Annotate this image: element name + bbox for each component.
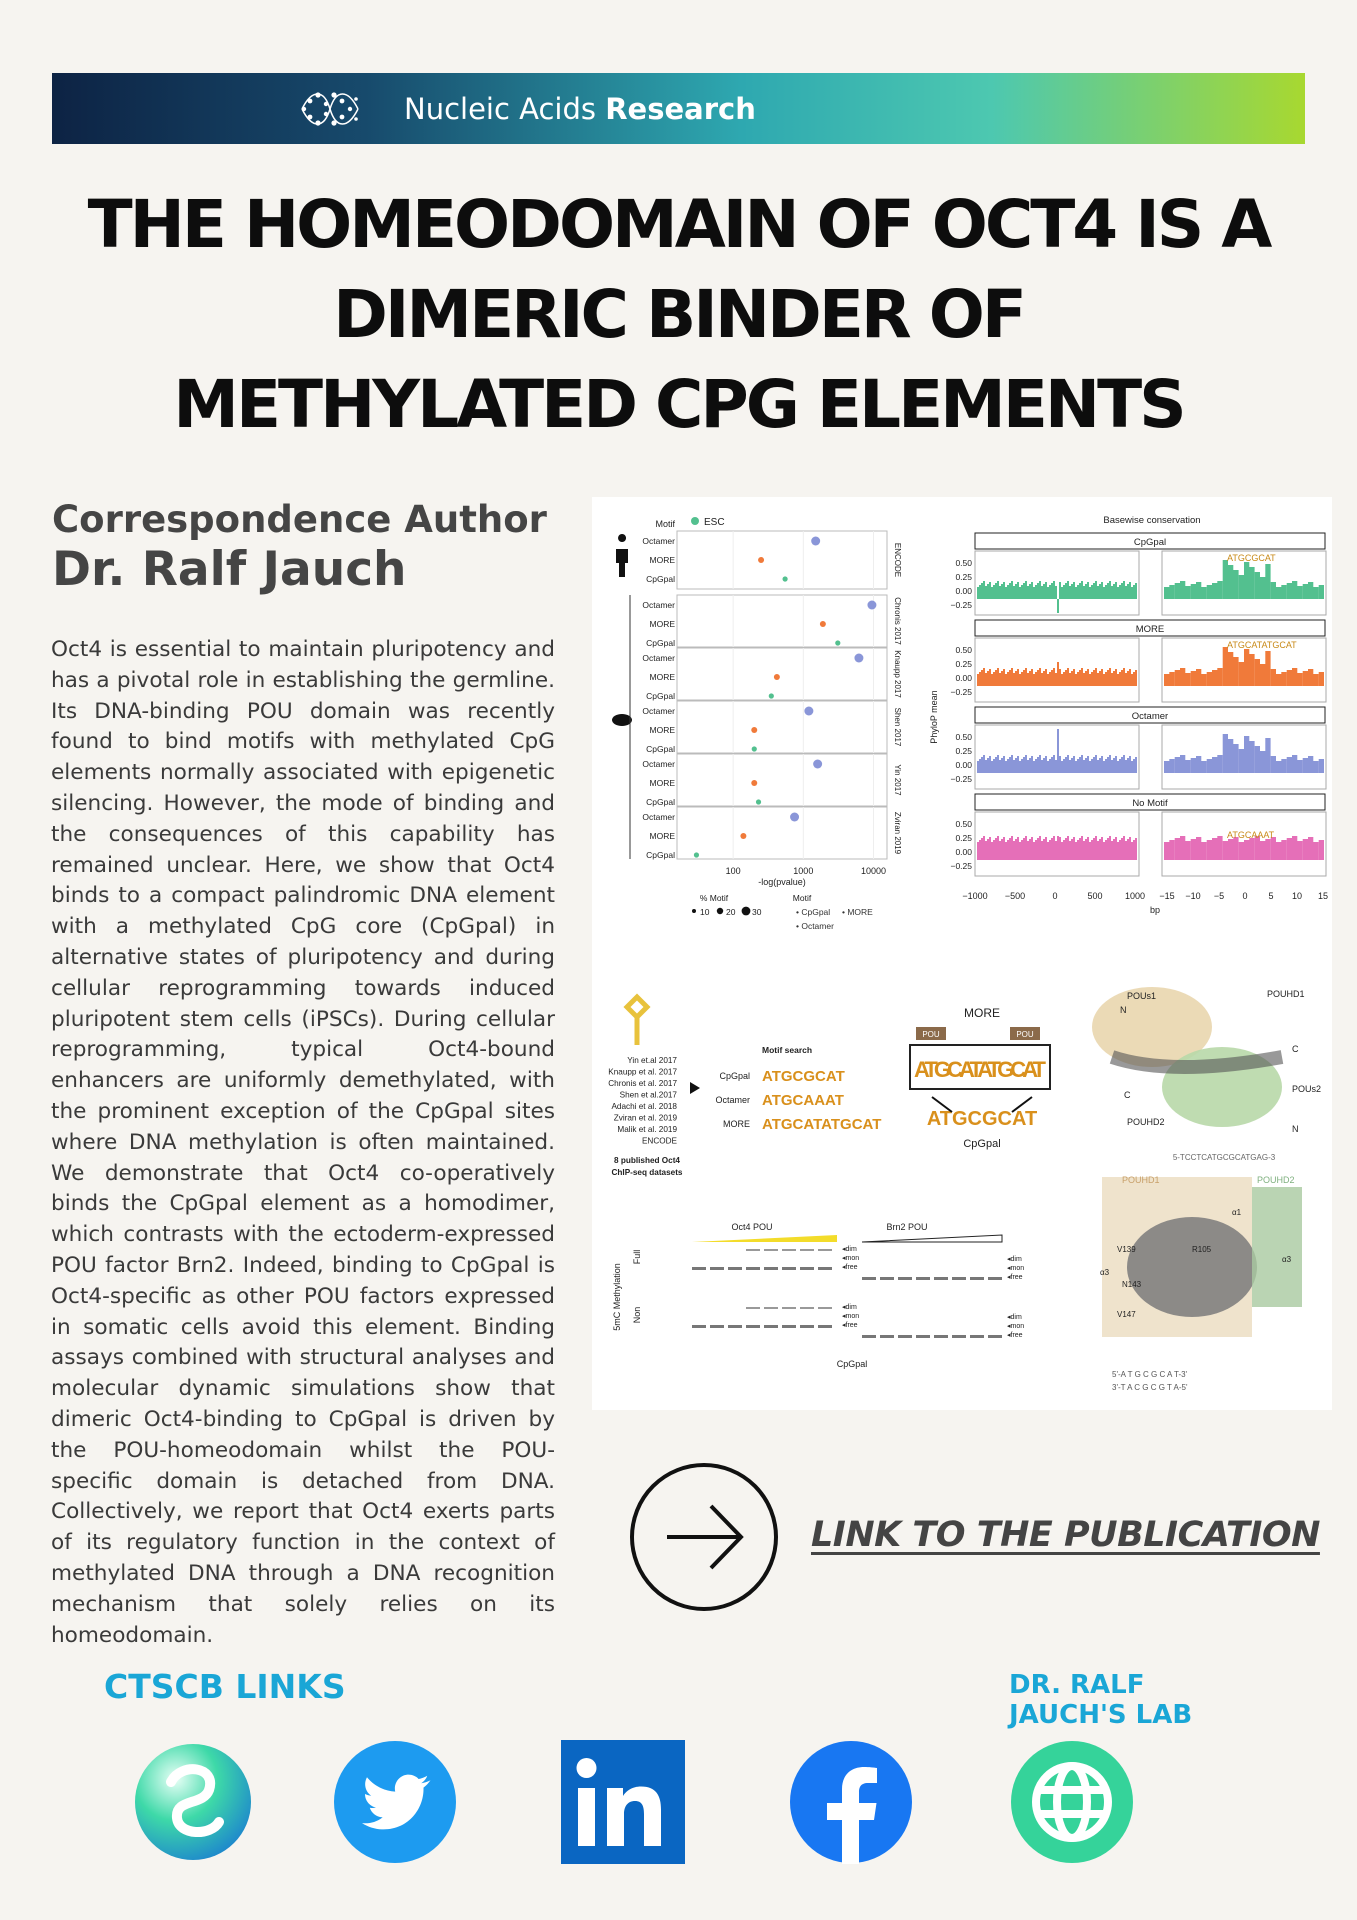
y-tick-label: 0.50	[955, 558, 972, 568]
band-label: ◂dim	[1007, 1314, 1022, 1321]
diagram-subtitle: CpGpal	[963, 1138, 1001, 1150]
conservation-bars	[977, 836, 1137, 860]
gel-band	[952, 1335, 966, 1338]
linkedin-icon[interactable]	[561, 1740, 685, 1864]
title-line-1: THE HOMEODOMAIN OF OCT4 IS A	[87, 186, 1270, 263]
motif-legend-item: • MORE	[842, 907, 873, 917]
gel-band	[818, 1307, 832, 1309]
dot-plot-panel	[612, 517, 902, 931]
sequence-logo: ATGCATATGCAT	[1227, 640, 1297, 650]
y-tick-label: 0.25	[955, 746, 972, 756]
x-tick-label: 10000	[860, 866, 887, 876]
motif-legend-title: Motif	[792, 893, 812, 903]
x-tick-label: 10	[1291, 891, 1303, 901]
structure-label: POUs1	[1127, 991, 1157, 1001]
gel-band	[988, 1335, 1002, 1338]
x-axis-label: -log(pvalue)	[758, 877, 806, 887]
gel-band	[764, 1267, 778, 1270]
gel-band	[934, 1277, 948, 1280]
dataset-label: Malik et al. 2019	[617, 1125, 677, 1134]
residue-label: α3	[1100, 1268, 1110, 1277]
dataset-label: Knaupp et al. 2017	[608, 1067, 677, 1077]
motif-row-label: MORE	[649, 672, 675, 682]
x-tick-label: −1000	[962, 891, 988, 901]
structure-label: C	[1292, 1044, 1299, 1054]
facet-label: Chronis 2017	[893, 597, 902, 645]
gel-band	[800, 1249, 814, 1251]
gel-row-label: Non	[632, 1306, 642, 1324]
graphical-abstract-figure	[592, 497, 1332, 1410]
oct4-label: Oct4 POU	[731, 1222, 773, 1232]
panel-title: CpGpal	[1133, 537, 1167, 548]
gel-band	[782, 1249, 796, 1251]
dot-mark	[751, 727, 757, 733]
motif-logo: ATGCGCAT	[762, 1068, 845, 1085]
x-tick-label: −5	[1213, 891, 1225, 901]
esc-legend-label: ESC	[704, 517, 725, 528]
gel-band	[764, 1325, 778, 1328]
ctscb-logo-icon[interactable]	[131, 1740, 255, 1864]
y-tick-label: −0.25	[950, 774, 972, 784]
structure-panel	[1092, 987, 1321, 1162]
poster-title	[40, 180, 1317, 450]
dot-mark	[820, 621, 826, 627]
residue-label: N143	[1122, 1280, 1142, 1289]
motif-row-label: Octamer	[642, 706, 675, 716]
title-line-3: METHYLATED CPG ELEMENTS	[173, 366, 1184, 443]
twitter-icon[interactable]	[333, 1740, 457, 1864]
pouhd2-label: POUHD2	[1257, 1175, 1295, 1185]
y-tick-label: 0.50	[955, 645, 972, 655]
publication-link[interactable]: LINK TO THE PUBLICATION	[811, 1515, 1320, 1555]
more-cpgpal-diagram	[910, 1006, 1050, 1150]
y-tick-label: −0.25	[950, 861, 972, 871]
esc-legend-marker	[691, 517, 699, 525]
band-label: ◂mon	[1007, 1265, 1025, 1272]
dot-mark	[867, 601, 876, 610]
panel-title: No Motif	[1132, 798, 1168, 809]
journal-logo-icon	[298, 87, 360, 131]
motif-row-label: Octamer	[642, 653, 675, 663]
facet-label: Zviran 2019	[893, 811, 902, 855]
diagram-more-sequence: ATGCATATGCAT	[914, 1057, 1046, 1082]
dot-mark	[694, 852, 699, 857]
band-label: ◂free	[1007, 1274, 1023, 1281]
dot-mark	[769, 693, 774, 698]
motif-header: Motif	[655, 519, 675, 529]
gel-band	[934, 1335, 948, 1338]
ctscb-links-heading: CTSCB LINKS	[104, 1667, 346, 1706]
gel-band	[898, 1335, 912, 1338]
panel-title: Octamer	[1131, 711, 1169, 722]
y-tick-label: 0.50	[955, 819, 972, 829]
panel-title: MORE	[1135, 624, 1165, 635]
x-tick-label: 0	[1052, 891, 1058, 901]
y-tick-label: −0.25	[950, 600, 972, 610]
band-label: ◂free	[842, 1322, 858, 1329]
gel-band	[710, 1267, 724, 1270]
band-label: ◂free	[1007, 1332, 1023, 1339]
gel-band	[818, 1267, 832, 1270]
motif-row-label: Octamer	[642, 812, 675, 822]
pou-label: POU	[1016, 1030, 1034, 1039]
gel-band	[710, 1325, 724, 1328]
structure-label: POUHD2	[1127, 1117, 1165, 1127]
lab-heading	[1009, 1670, 1269, 1730]
dataset-label: ENCODE	[641, 1136, 677, 1146]
motif-name: Octamer	[715, 1095, 750, 1105]
brn2-label: Brn2 POU	[886, 1222, 928, 1232]
facet-label: Knaupp 2017	[893, 650, 902, 698]
dot-mark	[758, 557, 764, 563]
dot-plot-facet	[677, 807, 887, 859]
closeup-sequence: 5'-A T G C G C A T-3'	[1112, 1370, 1188, 1379]
residue-label: R105	[1192, 1245, 1212, 1254]
pct-legend-marker	[717, 908, 723, 914]
pouhd2-helix	[1252, 1187, 1302, 1307]
motif-search-panel	[608, 997, 881, 1177]
datasets-caption: 8 published Oct4	[614, 1156, 680, 1165]
dot-mark	[782, 576, 787, 581]
y-tick-label: 0.25	[955, 572, 972, 582]
band-label: ◂mon	[842, 1255, 860, 1262]
dna-surface	[1127, 1217, 1257, 1317]
dataset-label: Shen et al.2017	[619, 1090, 677, 1100]
y-tick-label: 0.00	[955, 760, 972, 770]
residue-label: V139	[1117, 1245, 1136, 1254]
gel-band	[800, 1307, 814, 1309]
gel-band	[746, 1249, 760, 1251]
oct4-gradient	[692, 1235, 837, 1242]
motif-row-label: CpGpal	[646, 638, 675, 648]
gel-panel	[612, 1222, 1024, 1369]
motif-row-label: CpGpal	[646, 691, 675, 701]
arrow-right-icon[interactable]	[629, 1462, 779, 1612]
motif-row-label: MORE	[649, 831, 675, 841]
pouhd1-label: POUHD1	[1122, 1175, 1160, 1185]
sequence-logo: ATGCGCAT	[1227, 553, 1276, 563]
gel-band	[692, 1325, 706, 1328]
structure-label: POUHD1	[1267, 989, 1305, 999]
dot-mark	[790, 813, 799, 822]
dot-mark	[774, 674, 780, 680]
gel-band	[970, 1277, 984, 1280]
structure-label: N	[1292, 1124, 1299, 1134]
motif-row-label: MORE	[649, 619, 675, 629]
human-icon	[616, 534, 628, 577]
x-axis-label: bp	[1149, 905, 1161, 915]
band-label: ◂mon	[1007, 1323, 1025, 1330]
motif-legend-item: • Octamer	[796, 921, 834, 931]
gel-band	[916, 1277, 930, 1280]
x-tick-label: 15	[1317, 891, 1329, 901]
gel-band	[880, 1335, 894, 1338]
dot-plot-facet	[677, 531, 887, 589]
facet-label: Shen 2017	[893, 707, 902, 747]
arrow-marker	[690, 1082, 700, 1094]
y-tick-label: 0.25	[955, 659, 972, 669]
dataset-label: Chronis et al. 2017	[608, 1079, 677, 1088]
gel-band	[746, 1307, 760, 1309]
motif-row-label: MORE	[649, 555, 675, 565]
pct-legend-marker	[692, 909, 696, 913]
residue-label: V147	[1117, 1310, 1136, 1319]
band-label: ◂mon	[842, 1313, 860, 1320]
facet-label: ENCODE	[893, 542, 902, 578]
structure-label: N	[1120, 1005, 1127, 1015]
band-label: ◂dim	[842, 1246, 857, 1253]
gel-band	[728, 1325, 742, 1328]
mouse-icon	[612, 714, 632, 726]
motif-search-header: Motif search	[762, 1045, 813, 1055]
dot-mark	[752, 746, 757, 751]
author-name: Dr. Ralf Jauch	[52, 542, 407, 597]
x-tick-label: −10	[1185, 891, 1201, 901]
structure-label: C	[1124, 1090, 1131, 1100]
gel-band	[728, 1267, 742, 1270]
facebook-icon[interactable]	[789, 1740, 913, 1864]
motif-name: CpGpal	[719, 1071, 750, 1081]
gel-y-label: 5mC Methylation	[612, 1263, 622, 1331]
closeup-sequence: 3'-T A C G C G T A-5'	[1112, 1383, 1188, 1392]
dot-mark	[854, 654, 863, 663]
motif-logo: ATGCAAAT	[762, 1092, 844, 1109]
gel-band	[862, 1277, 876, 1280]
gel-band	[800, 1267, 814, 1270]
globe-icon[interactable]	[1010, 1740, 1134, 1864]
datasets-caption: ChIP-seq datasets	[611, 1168, 683, 1177]
gel-band	[970, 1335, 984, 1338]
motif-row-label: Octamer	[642, 600, 675, 610]
gel-band	[746, 1325, 760, 1328]
motif-row-label: CpGpal	[646, 797, 675, 807]
structure-sequence: 5-TCCTCATGCGCATGAG-3	[1172, 1153, 1276, 1162]
gel-band	[764, 1307, 778, 1309]
x-tick-label: 500	[1087, 891, 1103, 901]
motif-logo: ATGCATATGCAT	[762, 1116, 882, 1133]
pct-legend-title: % Motif	[699, 893, 729, 903]
gel-band	[916, 1335, 930, 1338]
pct-legend-marker	[742, 907, 751, 916]
gel-band	[746, 1267, 760, 1270]
y-tick-label: −0.25	[950, 687, 972, 697]
x-tick-label: 0	[1242, 891, 1248, 901]
pct-legend-value: 10	[700, 907, 710, 917]
correspondence-heading: Correspondence Author	[52, 498, 547, 541]
motif-row-label: MORE	[649, 725, 675, 735]
facet-label: Yin 2017	[893, 764, 902, 796]
y-tick-label: 0.00	[955, 586, 972, 596]
motif-row-label: CpGpal	[646, 744, 675, 754]
band-label: ◂dim	[1007, 1256, 1022, 1263]
x-tick-label: 1000	[793, 866, 814, 876]
x-tick-label: −500	[1004, 891, 1026, 901]
pct-legend-value: 30	[752, 907, 762, 917]
structure-label: POUs2	[1292, 1084, 1322, 1094]
y-tick-label: 0.25	[955, 833, 972, 843]
pct-legend-value: 20	[726, 907, 736, 917]
dataset-label: Yin et.al 2017	[627, 1056, 677, 1065]
dot-mark	[751, 780, 757, 786]
abstract-text: Oct4 is essential to maintain pluripotency and has a pivotal role in establishing the germline. Its DNA-binding POU domain was recently found to bind motifs with methylated CpG elements normally associated with epigenetic silencing. However, the mode of binding and the consequences of this capability has remained unclear. Here, we show that Oct4 binds to a compact palindromic DNA element with a methylated CpG core (CpGpal) in alternative states of pluripotency and during cellular reprogramming towards induced pluripotent stem cells (iPSCs). During cellular reprogramming, typical Oct4-bound enhancers are uniformly demethylated, with the prominent exception of the CpGpal sites where DNA methylation is often maintained. We demonstrate that Oct4 co-operatively binds the CpGpal element as a homodimer, which contrasts with the ectoderm-expressed POU factor Brn2. Indeed, binding to CpGpal is Oct4-specific as other POU factors expressed in somatic cells avoid this element. Binding assays combined with structural analyses and molecular dynamic simulations show that dimeric Oct4-binding to CpGpal is driven by the POU-homeodomain whilst the POU-specific domain is detached from DNA. Collectively, we report that Oct4 exerts parts of its regulatory function in the context of methylated DNA through a DNA recognition mechanism that solely relies on its homeodomain.	[51, 637, 555, 1648]
y-tick-label: 0.00	[955, 673, 972, 683]
gel-band	[952, 1277, 966, 1280]
gel-band	[818, 1325, 832, 1328]
dot-mark	[813, 760, 822, 769]
gel-band	[880, 1277, 894, 1280]
dot-mark	[811, 537, 820, 546]
dot-mark	[835, 640, 840, 645]
motif-row-label: Octamer	[642, 759, 675, 769]
motif-row-label: MORE	[649, 778, 675, 788]
conservation-plot-panel	[929, 515, 1328, 915]
gel-band	[782, 1325, 796, 1328]
gel-band	[692, 1267, 706, 1270]
x-tick-label: 100	[725, 866, 741, 876]
gel-band	[782, 1307, 796, 1309]
gel-band	[800, 1325, 814, 1328]
x-tick-label: 5	[1268, 891, 1274, 901]
diagram-cpgpal-sequence: ATGCGCAT	[926, 1108, 1038, 1130]
band-label: ◂free	[842, 1264, 858, 1271]
motif-legend-item: • CpGpal	[796, 907, 831, 917]
journal-banner	[52, 73, 1305, 144]
dot-plot-facet	[677, 701, 887, 753]
gel-row-label: Full	[632, 1249, 642, 1265]
lab-heading-line-2: JAUCH'S LAB	[1009, 1700, 1193, 1730]
motif-row-label: CpGpal	[646, 850, 675, 860]
title-line-2: DIMERIC BINDER OF	[333, 276, 1024, 353]
x-tick-label: 1000	[1124, 891, 1146, 901]
journal-name: Nucleic Acids Research	[404, 92, 756, 126]
x-tick-label: −15	[1159, 891, 1175, 901]
gel-band	[988, 1277, 1002, 1280]
dataset-label: Zviran et al. 2019	[613, 1113, 677, 1123]
gel-x-label: CpGpal	[836, 1359, 868, 1369]
y-tick-label: 0.00	[955, 847, 972, 857]
residue-label: α3	[1282, 1255, 1292, 1264]
dot-plot-facet	[677, 595, 887, 647]
closeup-structure-panel	[1100, 1175, 1302, 1392]
sequence-logo: ATGCAAAT	[1227, 830, 1275, 840]
y-axis-label: PhyloP mean	[929, 690, 939, 744]
gel-band	[764, 1249, 778, 1251]
dot-plot-facet	[677, 754, 887, 806]
gel-band	[898, 1277, 912, 1280]
pou-label: POU	[922, 1030, 940, 1039]
gel-band	[818, 1249, 832, 1251]
y-tick-label: 0.50	[955, 732, 972, 742]
gel-band	[862, 1335, 876, 1338]
lab-heading-line-1: DR. RALF	[1009, 1670, 1145, 1700]
diagram-title: MORE	[964, 1006, 1000, 1020]
gel-band	[782, 1267, 796, 1270]
motif-name: MORE	[723, 1119, 750, 1129]
band-label: ◂dim	[842, 1304, 857, 1311]
motif-row-label: Octamer	[642, 536, 675, 546]
dataset-label: Adachi et al. 2018	[611, 1102, 677, 1111]
brn2-gradient	[862, 1235, 1002, 1242]
motif-row-label: CpGpal	[646, 574, 675, 584]
dot-mark	[740, 833, 746, 839]
dot-mark	[756, 799, 761, 804]
antibody-icon	[627, 997, 647, 1045]
conservation-title: Basewise conservation	[1103, 515, 1201, 526]
residue-label: α1	[1232, 1208, 1242, 1217]
dot-mark	[804, 707, 813, 716]
